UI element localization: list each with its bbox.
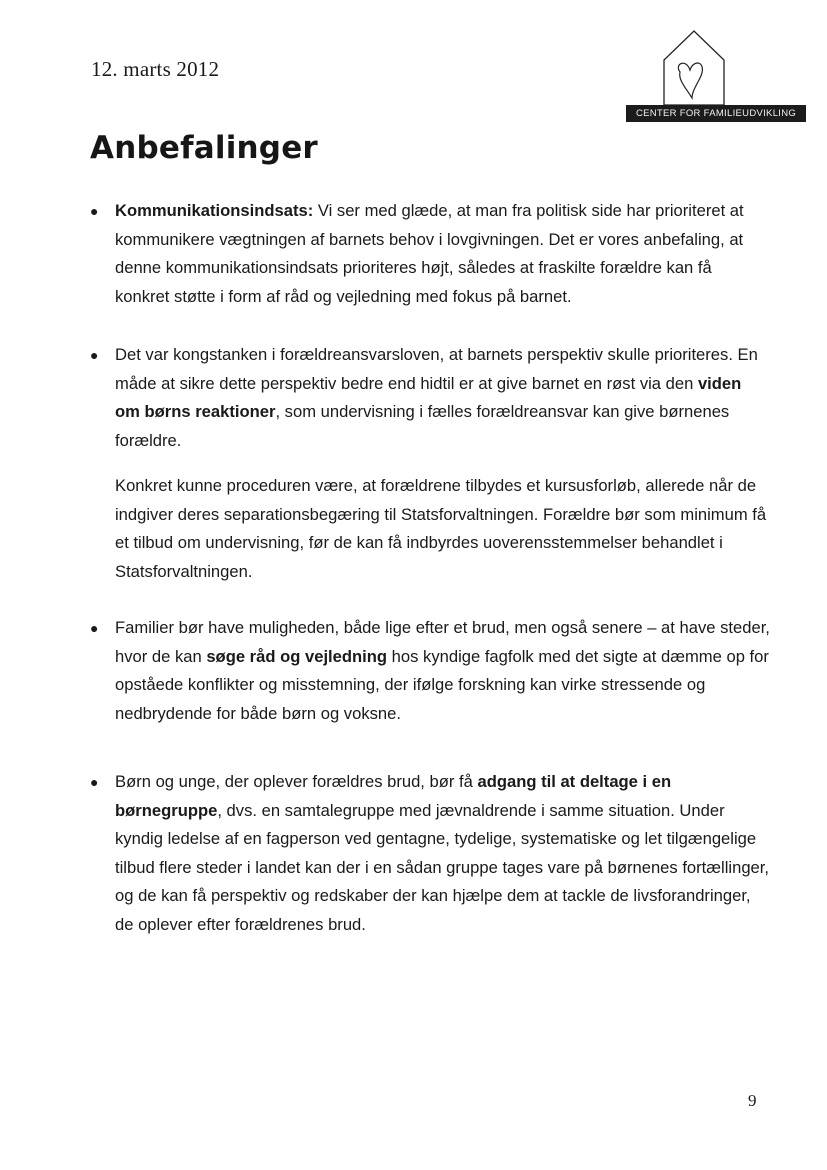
text-run: Familier bør have muligheden, både lige efter et brud, men også senere – at have steder, hvor de kan xyxy=(115,618,770,666)
paragraph xyxy=(115,197,770,311)
logo xyxy=(626,28,808,124)
page-heading: Anbefalinger xyxy=(90,130,318,166)
list-item xyxy=(90,614,770,728)
emphasis-text: Kommunikationsindsats: xyxy=(115,201,314,220)
text-run: Konkret kunne proceduren være, at forældrene tilbydes et kursusforløb, allerede når de indgiver deres separationsbegæring til Statsforvaltningen. Forældre bør som minimum få et tilbud om undervisning, før de kan få indbyrdes uoverensstemmelser behandlet i Statsforvaltningen. xyxy=(115,476,767,581)
text-run: Børn og unge, der oplever forældres brud, bør få xyxy=(115,772,478,791)
text-run: Det var kongstanken i forældreansvarsloven, at barnets perspektiv skulle prioriteres. En måde at sikre dette perspektiv bedre end hidtil er at give barnet en røst via den xyxy=(115,345,758,393)
paragraph xyxy=(115,472,770,586)
document-date: 12. marts 2012 xyxy=(91,57,220,81)
text-run: hos kyndige fagfolk med det sigte at dæmme op for opståede konflikter og misstemning, der ifølge forskning kan virke stressende og nedbrydende for både børn og voksne. xyxy=(115,646,769,723)
paragraph xyxy=(115,768,770,939)
bullet-icon: ● xyxy=(90,347,99,363)
page-number: 9 xyxy=(748,1091,757,1110)
bullet-icon: ● xyxy=(90,620,99,636)
text-run: , dvs. en samtalegruppe med jævnaldrende i samme situation. Under kyndig ledelse af en fagperson ved gentagne, tydelige, systematiske og let tilgængelige tilbud flere steder i landet kan der i en sådan gruppe tages vare på børnenes fortællinger, og de kan få perspektiv og redskaber der kan hjælpe dem at tackle de livsforandringer, de oplever efter forældrenes brud. xyxy=(115,800,770,934)
recommendations-list xyxy=(90,197,770,939)
paragraph xyxy=(115,341,770,455)
paragraph xyxy=(115,614,770,728)
emphasis-text: adgang til at deltage i en børnegruppe xyxy=(115,772,672,820)
emphasis-text: viden om børns reaktioner xyxy=(115,373,742,421)
bullet-icon: ● xyxy=(90,203,99,219)
list-item xyxy=(90,341,770,586)
text-run: Vi ser med glæde, at man fra politisk side har prioriteret at kommunikere vægtningen af barnets behov i lovgivningen. Det er vores anbefaling, at denne kommunikationsindsats prioriteres højt, således at fraskilte forældre kan få konkret støtte i form af råd og vejledning med fokus på barnet. xyxy=(115,201,744,306)
list-item xyxy=(90,197,770,311)
list-item xyxy=(90,768,770,939)
bullet-icon: ● xyxy=(90,774,99,790)
logo-text: CENTER FOR FAMILIEUDVIKLING xyxy=(626,105,806,122)
house-heart-icon xyxy=(656,28,732,108)
text-run: , som undervisning i fælles forældreansvar kan give børnenes forældre. xyxy=(115,402,730,450)
emphasis-text: søge råd og vejledning xyxy=(206,646,388,666)
